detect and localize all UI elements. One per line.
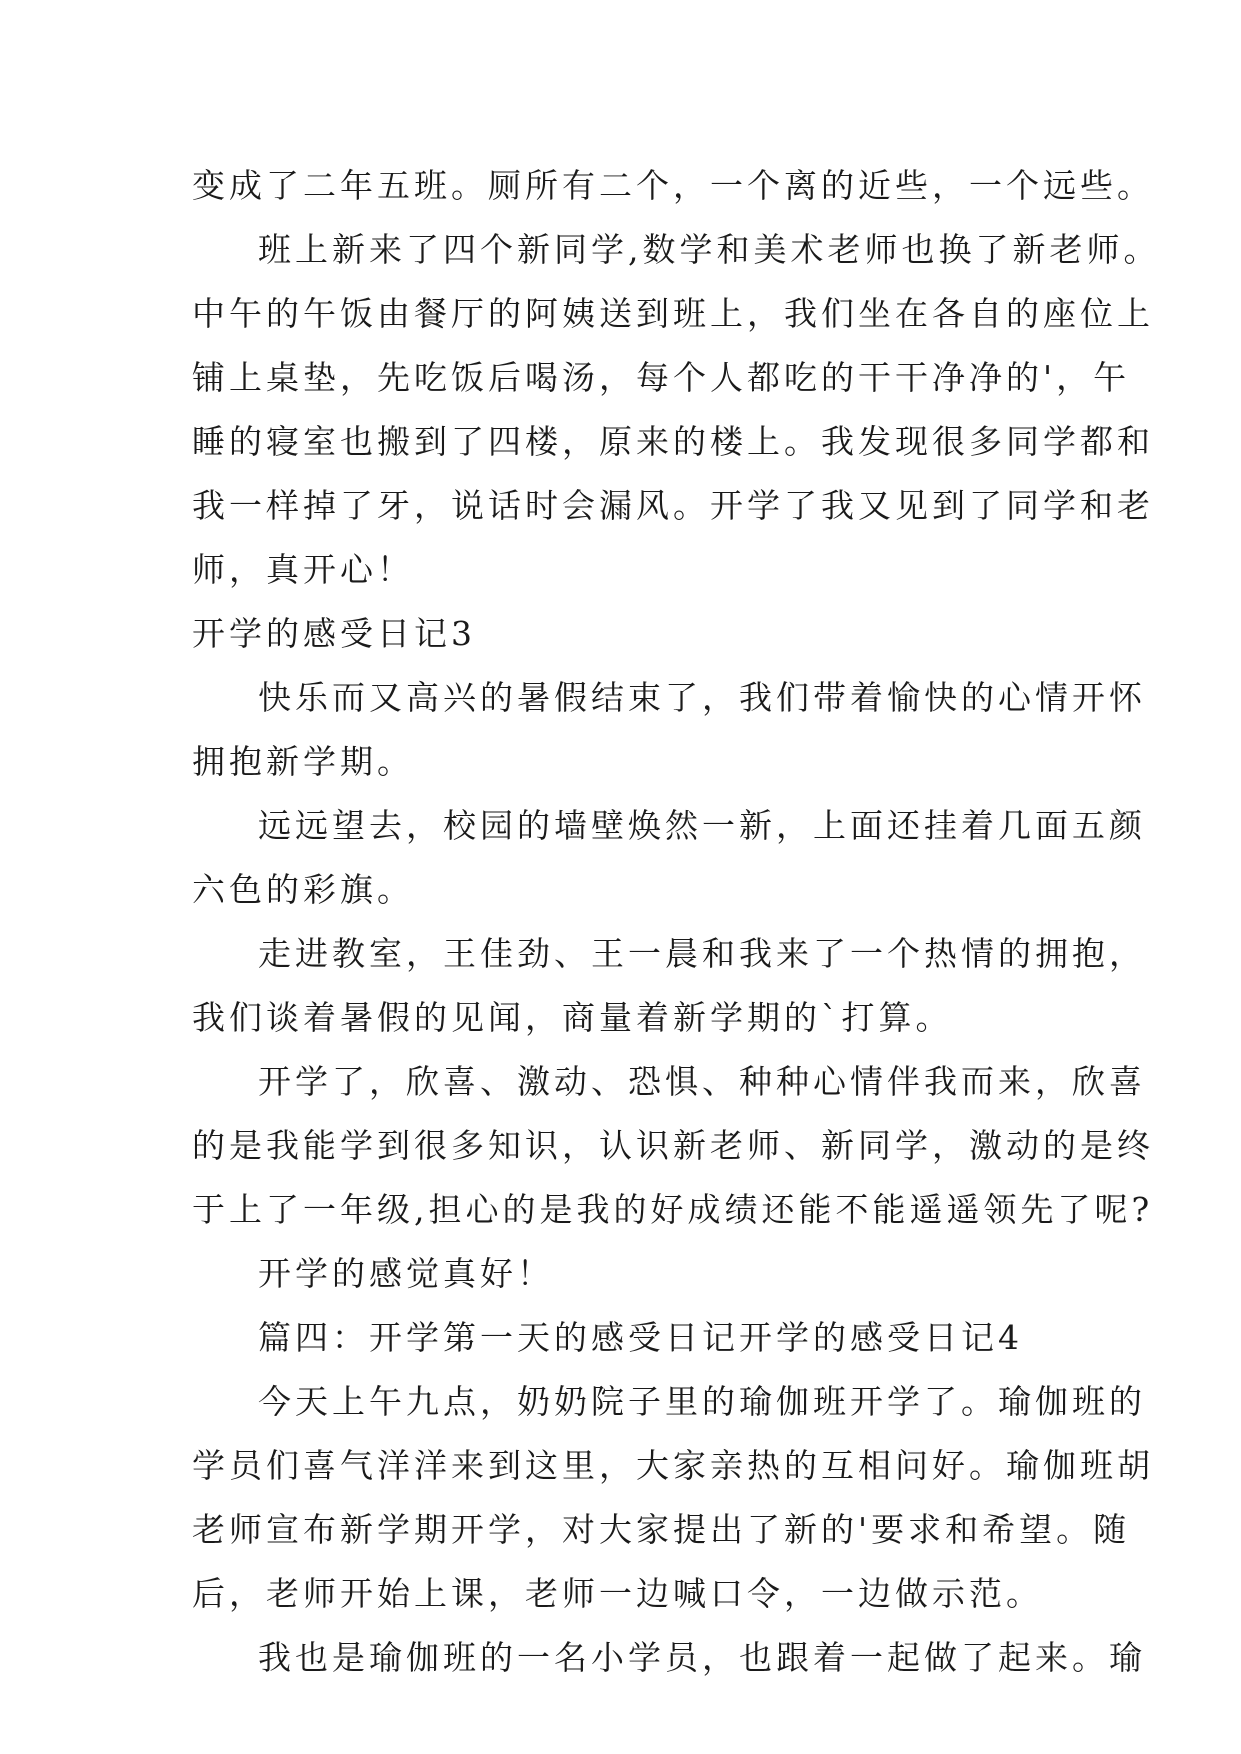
section-heading: 开学的感受日记3 bbox=[192, 614, 476, 653]
section-heading: 篇四：开学第一天的感受日记开学的感受日记4 bbox=[258, 1318, 1023, 1357]
paragraph-first-line: 快乐而又高兴的暑假结束了，我们带着愉快的心情开怀 bbox=[258, 678, 1146, 717]
text-line: 师，真开心！ bbox=[192, 550, 414, 589]
paragraph-first-line: 走进教室，王佳劲、王一晨和我来了一个热情的拥抱， bbox=[258, 934, 1146, 973]
text-line: 我一样掉了牙，说话时会漏风。开学了我又见到了同学和老 bbox=[192, 486, 1154, 525]
paragraph-first-line: 班上新来了四个新同学,数学和美术老师也换了新老师。 bbox=[258, 230, 1161, 269]
text-line: 老师宣布新学期开学，对大家提出了新的'要求和希望。随 bbox=[192, 1510, 1131, 1549]
text-line: 睡的寝室也搬到了四楼，原来的楼上。我发现很多同学都和 bbox=[192, 422, 1154, 461]
paragraph-first-line: 我也是瑜伽班的一名小学员，也跟着一起做了起来。瑜 bbox=[258, 1638, 1146, 1677]
text-line: 后，老师开始上课，老师一边喊口令，一边做示范。 bbox=[192, 1574, 1043, 1613]
text-line: 我们谈着暑假的见闻，商量着新学期的`打算。 bbox=[192, 998, 953, 1037]
paragraph-first-line: 今天上午九点，奶奶院子里的瑜伽班开学了。瑜伽班的 bbox=[258, 1382, 1146, 1421]
paragraph-first-line: 远远望去，校园的墙壁焕然一新，上面还挂着几面五颜 bbox=[258, 806, 1146, 845]
paragraph-first-line: 开学的感觉真好！ bbox=[258, 1254, 554, 1293]
text-line: 铺上桌垫，先吃饭后喝汤，每个人都吃的干干净净的'，午 bbox=[192, 358, 1131, 397]
text-line: 于上了一年级,担心的是我的好成绩还能不能遥遥领先了呢? bbox=[192, 1190, 1154, 1229]
text-line: 学员们喜气洋洋来到这里，大家亲热的互相问好。瑜伽班胡 bbox=[192, 1446, 1154, 1485]
text-line: 的是我能学到很多知识，认识新老师、新同学，激动的是终 bbox=[192, 1126, 1154, 1165]
paragraph-first-line: 开学了，欣喜、激动、恐惧、种种心情伴我而来，欣喜 bbox=[258, 1062, 1146, 1101]
text-line: 六色的彩旗。 bbox=[192, 870, 414, 909]
text-line: 变成了二年五班。厕所有二个，一个离的近些，一个远些。 bbox=[192, 166, 1154, 205]
text-line: 中午的午饭由餐厅的阿姨送到班上，我们坐在各自的座位上 bbox=[192, 294, 1154, 333]
text-line: 拥抱新学期。 bbox=[192, 742, 414, 781]
